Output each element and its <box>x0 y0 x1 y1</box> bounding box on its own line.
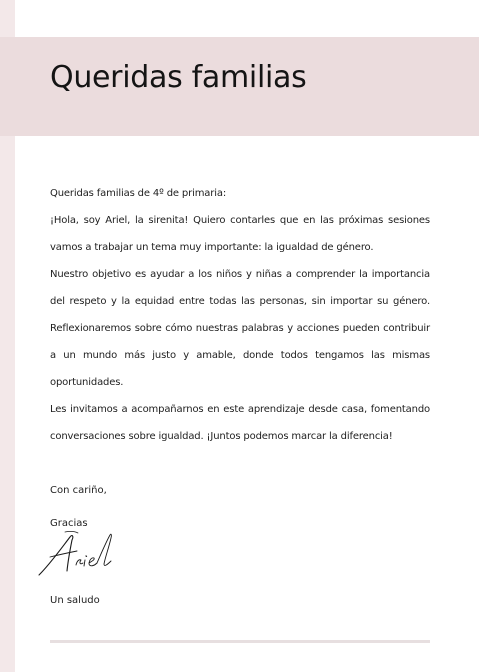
letter-paragraph: Les invitamos a acompañarnos en este aprendizaje desde casa, fomentando conversaciones sobre igualdad. ¡Juntos podemos marcar la diferencia! <box>50 404 430 442</box>
bottom-divider <box>50 640 430 643</box>
letter-greeting: Queridas familias de 4º de primaria: <box>50 188 227 199</box>
letter-paragraph: Nuestro objetivo es ayudar a los niños y niñas a comprender la importancia del respeto y la equidad entre todas las personas, sin importar su género. Reflexionaremos sobre cómo nuestras palabras y acciones pueden contribuir a un mundo más justo y amable, donde todos tengamos las mismas oportunidades. <box>50 269 430 388</box>
page-title: Queridas familias <box>50 60 307 95</box>
letter-thanks: Gracias <box>50 518 88 529</box>
signature-image <box>36 530 132 582</box>
letter-closing: Con cariño, <box>50 485 107 496</box>
letter-signoff: Un saludo <box>50 595 100 606</box>
letter-body <box>50 180 430 450</box>
letter-paragraph: ¡Hola, soy Ariel, la sirenita! Quiero contarles que en las próximas sesiones vamos a trabajar un tema muy importante: la igualdad de género. <box>50 215 430 253</box>
